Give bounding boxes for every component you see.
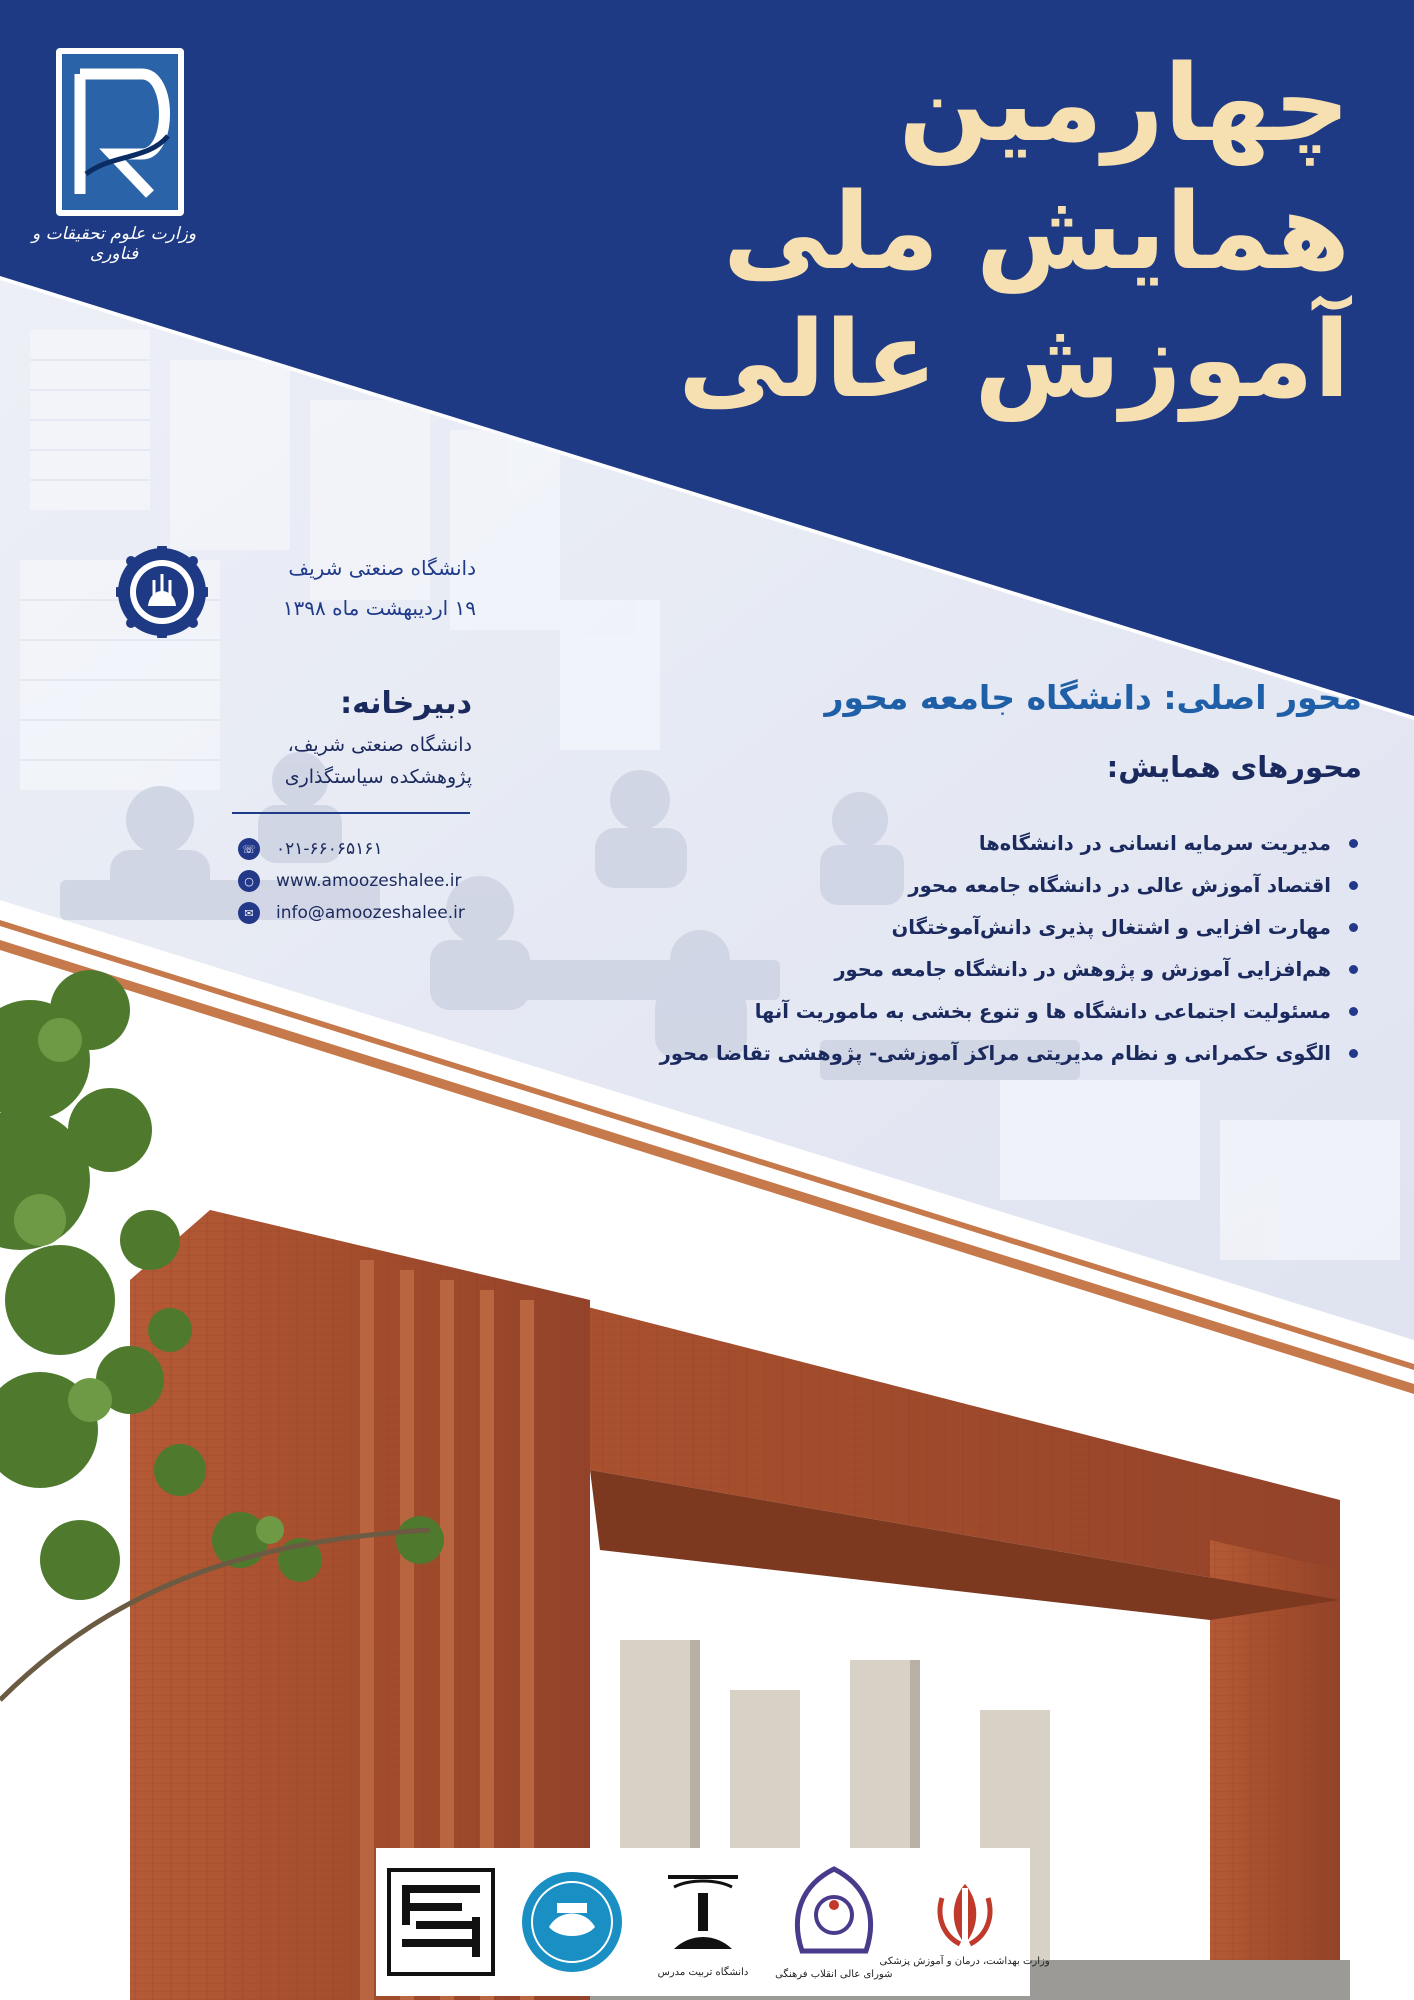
list-item [598,864,1358,906]
bullet-icon [1349,1049,1358,1058]
secretariat-divider [232,812,470,814]
list-item [598,906,1358,948]
list-item [598,1032,1358,1074]
health-ministry-logo-icon [930,1878,1000,1952]
topics-list [598,822,1358,1074]
sponsor-tarbiat-modares [644,1861,762,1983]
email-link[interactable]: info@amoozeshalee.ir [276,903,465,923]
main-axis-heading: محور اصلی: دانشگاه جامعه محور [824,678,1362,717]
cultural-revolution-council-logo-icon [786,1865,882,1965]
sponsor-health-ministry [879,1861,1050,1983]
secretariat-title: دبیرخانه: [340,686,472,721]
topic-text: مهارت افزایی و اشتغال پذیری دانش‌آموختگان [891,915,1331,939]
bullet-icon [1349,1007,1358,1016]
topic-text: مدیریت سرمایه انسانی در دانشگاه‌ها [978,831,1331,855]
university-name: دانشگاه صنعتی شریف [288,556,476,580]
contact-phone [238,836,383,862]
msrt-logo-icon [52,44,188,220]
bullet-icon [1349,839,1358,848]
contact-website [238,868,462,894]
phone-icon: ☏ [238,838,260,860]
topic-text: الگوی حکمرانی و نظام مدیریتی مراکز آموزشی- پژوهشی تقاضا محور [659,1041,1331,1065]
email-icon: ✉ [238,902,260,924]
phone-number: ۰۲۱-۶۶۰۶۵۱۶۱ [276,839,383,859]
tehran-university-logo-icon [519,1869,625,1975]
tarbiat-modares-caption: دانشگاه تربیت مدرس [657,1966,749,1978]
title-line-3: آموزش عالی [678,298,1350,421]
bullet-icon [1349,965,1358,974]
poster-title [590,40,1350,424]
secretariat-line-2: پژوهشکده سیاستگذاری [284,766,472,788]
website-link[interactable]: www.amoozeshalee.ir [276,871,462,891]
conference-date: ۱۹ اردیبهشت ماه ۱۳۹۸ [282,596,476,620]
tarbiat-modares-logo-icon [660,1867,746,1963]
topic-text: مسئولیت اجتماعی دانشگاه ها و تنوع بخشی به ماموریت آنها [754,999,1331,1023]
axes-heading: محورهای همایش: [1106,750,1362,784]
topic-text: هم‌افزایی آموزش و پژوهش در دانشگاه جامعه محور [834,957,1331,981]
ministry-caption: وزارت علوم تحقیقات و فناوری [31,224,197,264]
cultural-revolution-council-caption: شورای عالی انقلاب فرهنگی [775,1968,893,1980]
sponsor-logos-strip [376,1848,1050,1996]
web-icon: ○ [238,870,260,892]
sharif-seal-icon [116,546,208,638]
bullet-icon [1349,881,1358,890]
secretariat-line-1: دانشگاه صنعتی شریف، [287,734,472,756]
health-ministry-caption: وزارت بهداشت، درمان و آموزش پزشکی [879,1955,1050,1967]
list-item [598,822,1358,864]
topic-text: اقتصاد آموزش عالی در دانشگاه جامعه محور [908,873,1331,897]
sponsor-cultural-revolution-council [775,1861,893,1983]
shahid-beheshti-logo-icon [386,1867,496,1977]
sponsor-shahid-beheshti [382,1861,500,1983]
sponsor-tehran-university [513,1861,631,1983]
list-item [598,990,1358,1032]
title-line-1: چهارمین [898,42,1350,165]
title-line-2: همایش ملی [722,170,1350,293]
contact-email [238,900,465,926]
bullet-icon [1349,923,1358,932]
list-item [598,948,1358,990]
